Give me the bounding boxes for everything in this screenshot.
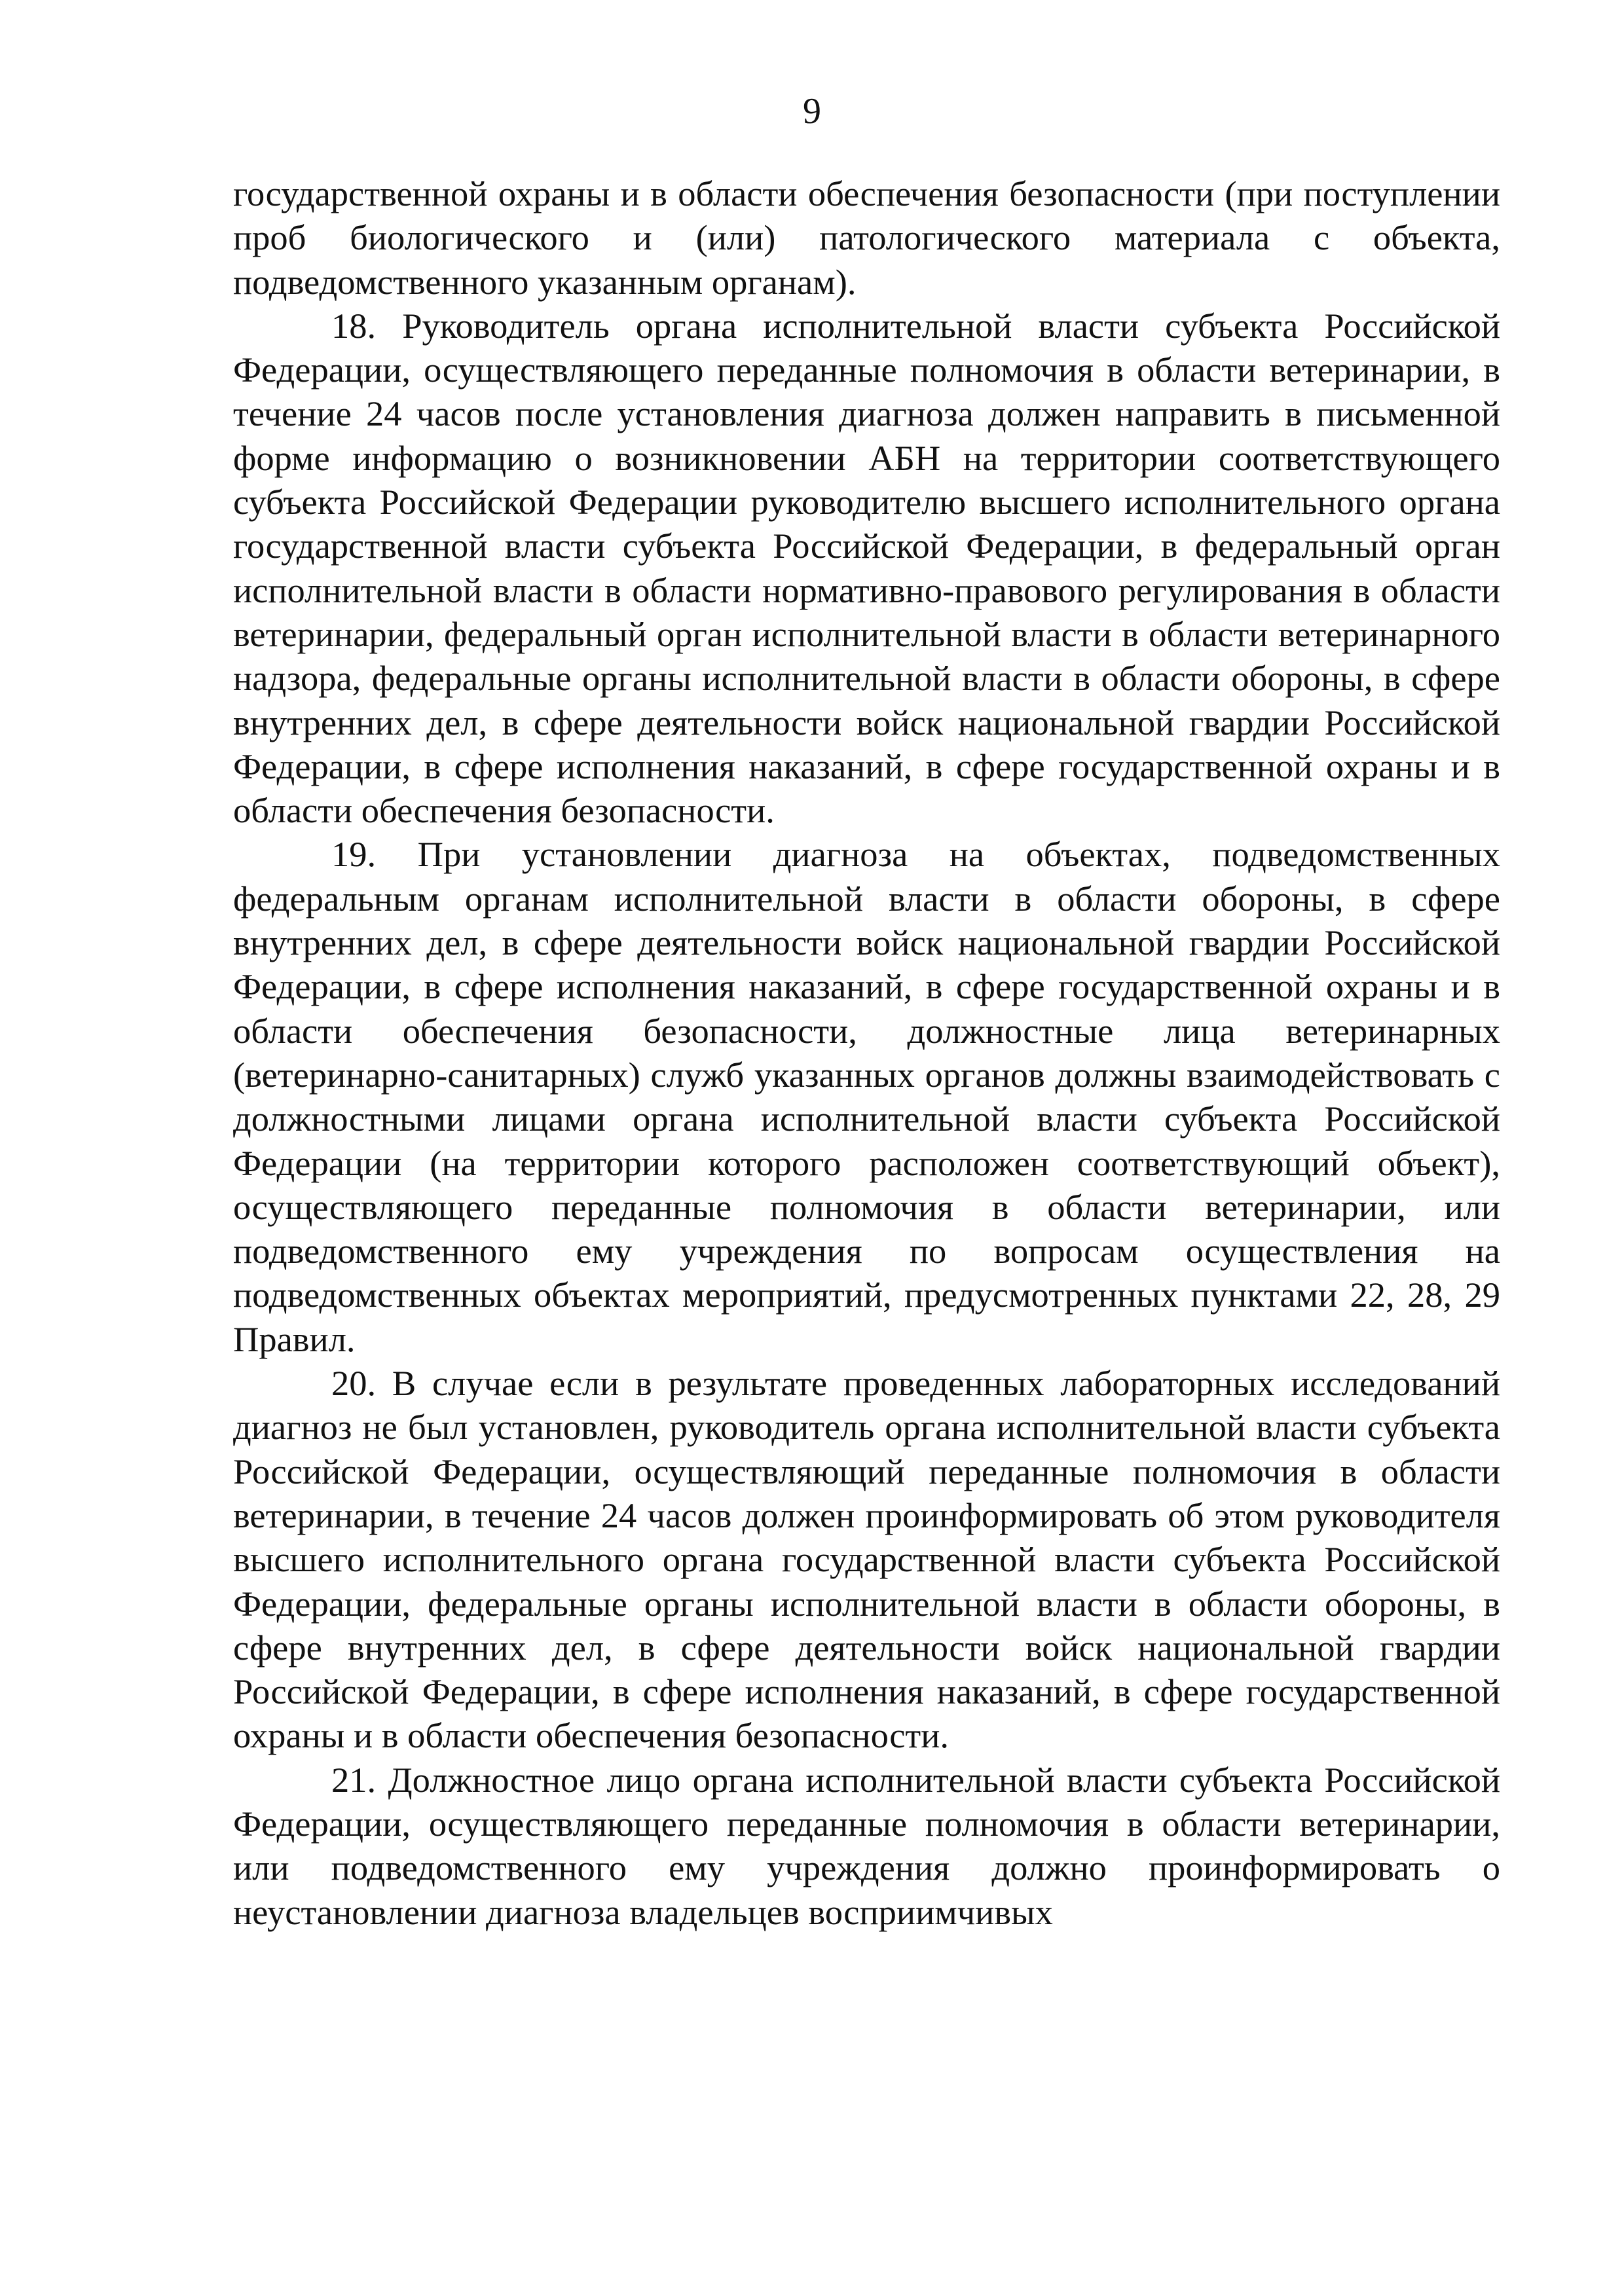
paragraph-18: 18. Руководитель органа исполнительной власти субъекта Российской Федерации, осуществляющего переданные полномочия в области ветеринарии, в течение 24 часов после установления диагноза должен направить в письменной форме информацию о возникновении АБН на территории соответствующего субъекта Российской Федерации руководителю высшего исполнительного органа государственной власти субъекта Российской Федерации, в федеральный орган исполнительной власти в области нормативно-правового регулирования в области ветеринарии, федеральный орган исполнительной власти в области ветеринарного надзора, федеральные органы исполнительной власти в области обороны, в сфере внутренних дел, в сфере деятельности войск национальной гвардии Российской Федерации, в сфере исполнения наказаний, в сфере государственной охраны и в области обеспечения безопасности. (233, 305, 1500, 831)
page-number: 9 (803, 91, 821, 132)
paragraph-19: 19. При установлении диагноза на объектах, подведомственных федеральным органам исполнительной власти в области обороны, в сфере внутренних дел, в сфере деятельности войск национальной гвардии Российской Федерации, в сфере исполнения наказаний, в сфере государственной охраны и в области обеспечения безопасности, должностные лица ветеринарных (ветеринарно-санитарных) служб указанных органов должны взаимодействовать с должностными лицами органа исполнительной власти субъекта Российской Федерации (на территории которого расположен соответствующий объект), осуществляющего переданные полномочия в области ветеринарии, или подведомственного ему учреждения по вопросам осуществления на подведомственных объектах мероприятий, предусмотренных пунктами 22, 28, 29 Правил. (233, 834, 1500, 1359)
paragraph-21: 21. Должностное лицо органа исполнительной власти субъекта Российской Федерации, осуществляющего переданные полномочия в области ветеринарии, или подведомственного ему учреждения должно проинформировать о неустановлении диагноза владельцев восприимчивых (233, 1759, 1500, 1932)
document-body (233, 172, 1500, 1934)
paragraph-continuation: государственной охраны и в области обеспечения безопасности (при поступлении проб биологического и (или) патологического материала с объекта, подведомственного указанным органам). (233, 173, 1500, 302)
paragraph-20: 20. В случае если в результате проведенных лабораторных исследований диагноз не был установлен, руководитель органа исполнительной власти субъекта Российской Федерации, осуществляющий переданные полномочия в области ветеринарии, в течение 24 часов должен проинформировать об этом руководителя высшего исполнительного органа государственной власти субъекта Российской Федерации, федеральные органы исполнительной власти в области обороны, в сфере внутренних дел, в сфере деятельности войск национальной гвардии Российской Федерации, в сфере исполнения наказаний, в сфере государственной охраны и в области обеспечения безопасности. (233, 1363, 1500, 1756)
